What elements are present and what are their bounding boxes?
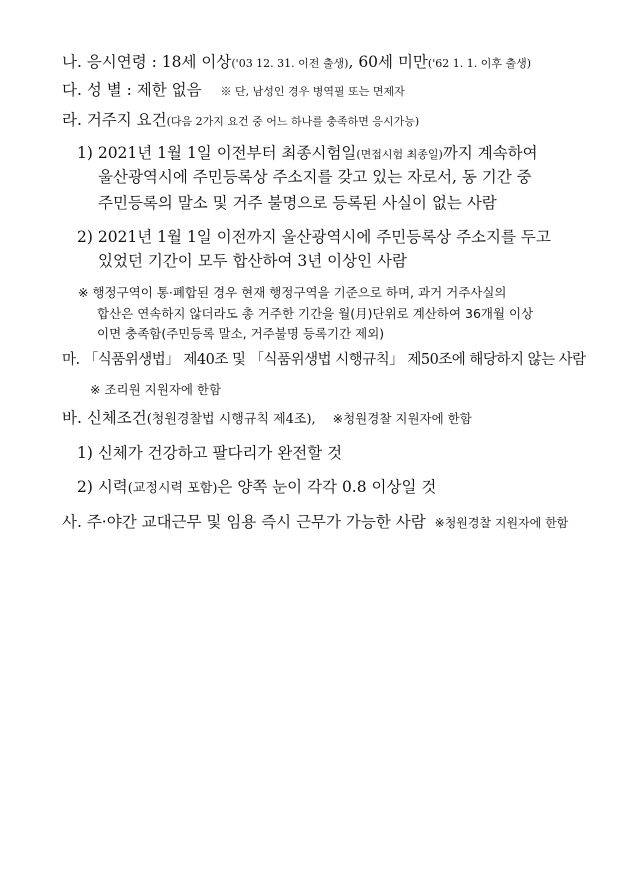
gender-label: 다. 성 별 : 제한 없음 bbox=[62, 81, 202, 99]
residence-item-1-line-2: 울산광역시에 주민등록상 주소지를 갖고 있는 자로서, 동 기간 중 bbox=[98, 168, 532, 186]
physical-paren: (청원경찰법 시행규칙 제4조), bbox=[146, 412, 316, 427]
residence-item-1-text: 1) 2021년 1월 1일 이전부터 최종시험일 bbox=[77, 144, 357, 162]
food-sanitation-note: ※ 조리원 지원자에 한함 bbox=[90, 382, 222, 397]
residence-remark-line-1: ※ 행정구역이 통·폐합된 경우 현재 행정구역을 기준으로 하며, 과거 거주사실의 bbox=[78, 285, 507, 300]
physical-label: 바. 신체조건 bbox=[62, 409, 147, 427]
physical-item-1: 1) 신체가 건강하고 팔다리가 완전할 것 bbox=[77, 444, 343, 462]
residence-label: 라. 거주지 요건 bbox=[62, 111, 167, 129]
physical-item-2-paren: (교정시력 포함) bbox=[127, 481, 218, 496]
residence-item-2-line-1: 2) 2021년 1월 1일 이전까지 울산광역시에 주민등록상 주소지를 두고 bbox=[77, 228, 551, 246]
age-label-upper: , 60세 미만 bbox=[348, 53, 428, 71]
residence-requirement bbox=[62, 110, 419, 132]
age-requirement bbox=[62, 52, 531, 74]
age-note-to: ('62 1. 1. 이후 출생) bbox=[427, 57, 531, 70]
physical-item-2-text-end: 은 양쪽 눈이 각각 0.8 이상일 것 bbox=[217, 478, 437, 496]
physical-requirement bbox=[62, 408, 472, 430]
shift-work-label: 사. 주·야간 교대근무 및 임용 즉시 근무가 가능한 사람 bbox=[62, 513, 426, 531]
residence-item-2-line-2: 있었던 기간이 모두 합산하여 3년 이상인 사람 bbox=[98, 252, 407, 270]
residence-note: (다음 2가지 요건 중 어느 하나를 충족하면 응시가능) bbox=[166, 115, 420, 128]
residence-item-1-line-3: 주민등록의 말소 및 거주 불명으로 등록된 사실이 없는 사람 bbox=[98, 194, 497, 212]
shift-work-note: ※청원경찰 지원자에 한함 bbox=[434, 516, 569, 530]
residence-remark-line-3: 이면 충족함(주민등록 말소, 거주불명 등록기간 제외) bbox=[97, 326, 385, 341]
physical-note: ※청원경찰 지원자에 한함 bbox=[332, 411, 472, 426]
physical-item-2-text: 2) 시력 bbox=[77, 478, 128, 496]
shift-work-requirement bbox=[62, 512, 568, 533]
residence-remark-line-2: 합산은 연속하지 않더라도 총 거주한 기간을 월(月)단위로 계산하여 36개월 이상 bbox=[97, 306, 534, 321]
physical-item-2 bbox=[77, 477, 436, 499]
age-label: 나. 응시연령 : 18세 이상 bbox=[62, 53, 232, 71]
residence-item-1-paren: (면접시험 최종일) bbox=[356, 148, 443, 161]
residence-item-1-text-end: 까지 계속하여 bbox=[442, 144, 538, 162]
gender-note: ※ 단, 남성인 경우 병역필 또는 면제자 bbox=[220, 85, 405, 98]
age-note-from: ('03 12. 31. 이전 출생) bbox=[231, 57, 349, 70]
food-sanitation-requirement: 마. 「식품위생법」 제40조 및 「식품위생법 시행규칙」 제50조에 해당하지 않는 사람 bbox=[62, 352, 586, 368]
gender-requirement bbox=[62, 80, 405, 102]
residence-item-1-line-1 bbox=[77, 143, 538, 165]
